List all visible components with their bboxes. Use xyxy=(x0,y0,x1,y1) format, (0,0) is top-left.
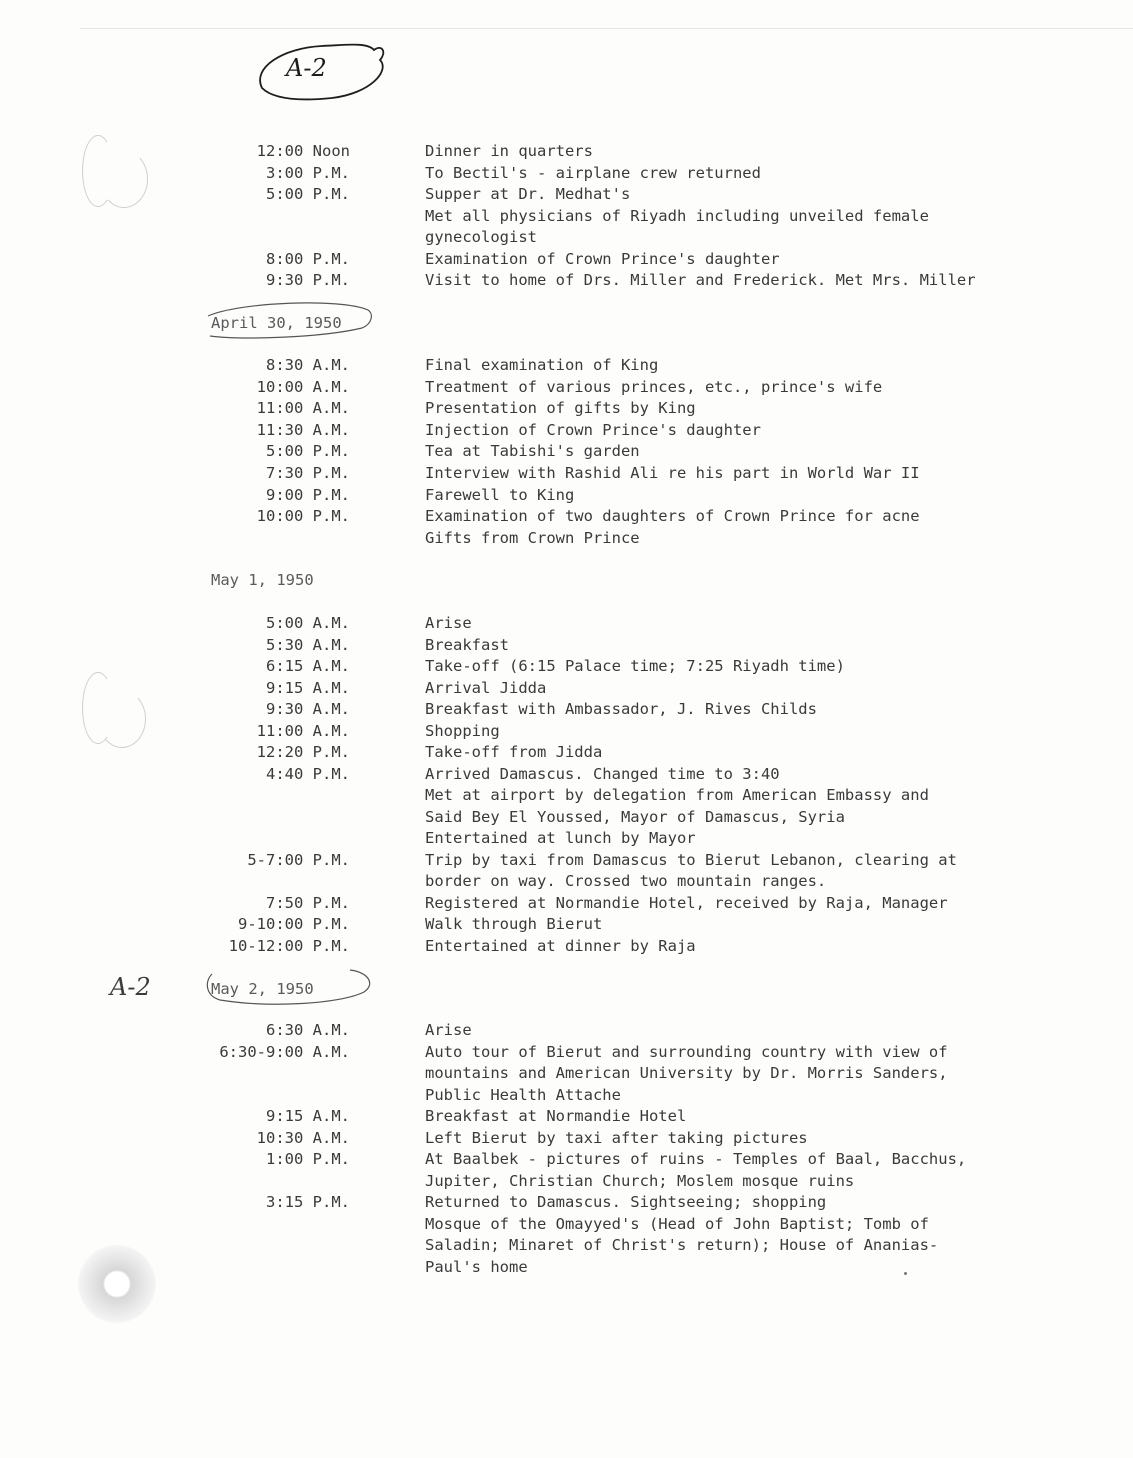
entry-description: Final examination of King xyxy=(425,356,659,374)
entry-description: Arise xyxy=(425,614,472,632)
entry-time: 6:30-9:00 A.M. xyxy=(219,1042,350,1061)
entry-description: Arrived Damascus. Changed time to 3:40 xyxy=(425,764,780,783)
entry-time: 8:30 A.M. xyxy=(266,356,350,374)
punch-hole-top-shadow xyxy=(100,150,148,208)
punch-hole-middle-shadow xyxy=(98,690,146,748)
entry-description: Met at airport by delegation from American Embassy and xyxy=(425,786,929,804)
entry-description: Walk through Bierut xyxy=(425,915,603,933)
entry-time: 10-12:00 P.M. xyxy=(228,936,350,955)
entry-description: Examination of two daughters of Crown Prince for acne xyxy=(425,507,920,526)
entry-description: Left Bierut by taxi after taking pictures xyxy=(425,1128,808,1147)
entry-time: 11:30 A.M. xyxy=(256,420,350,439)
entry-time: 12:20 P.M. xyxy=(256,743,350,761)
entry-time: 9:30 P.M. xyxy=(266,271,350,289)
entry-description: Arise xyxy=(425,1021,472,1039)
entry-description: Registered at Normandie Hotel, received by Raja, Manager xyxy=(425,893,948,912)
entry-description: Paul's home xyxy=(425,1257,528,1276)
entry-description: Gifts from Crown Prince xyxy=(425,528,640,547)
entry-description: Breakfast at Normandie Hotel xyxy=(425,1107,687,1125)
entry-description: Presentation of gifts by King xyxy=(425,399,696,418)
entry-description: Breakfast xyxy=(425,635,509,654)
entry-time: 10:30 A.M. xyxy=(256,1128,350,1147)
entry-description: Shopping xyxy=(425,721,500,740)
entry-description: Met all physicians of Riyadh including unveiled female xyxy=(425,206,929,225)
date-heading-may-2: May 2, 1950 xyxy=(211,980,314,998)
entry-time: 1:00 P.M. xyxy=(266,1150,350,1168)
entry-description: Visit to home of Drs. Miller and Frederick. Met Mrs. Miller xyxy=(425,271,976,289)
entry-time: 10:00 A.M. xyxy=(256,377,350,396)
entry-description: Jupiter, Christian Church; Moslem mosque ruins xyxy=(425,1171,855,1190)
page-mark-text: A-2 xyxy=(286,54,327,82)
entry-description: Treatment of various princes, etc., prince's wife xyxy=(425,377,883,396)
entry-description: Entertained at lunch by Mayor xyxy=(425,829,696,847)
entry-time: 5:00 P.M. xyxy=(266,185,350,203)
entry-time: 9:30 A.M. xyxy=(266,700,350,718)
entry-description: Farewell to King xyxy=(425,485,575,504)
date-heading-april-30: April 30, 1950 xyxy=(211,314,342,332)
entry-time: 5:00 P.M. xyxy=(266,442,350,461)
entry-description: Entertained at dinner by Raja xyxy=(425,936,696,955)
stray-ink-dot xyxy=(904,1272,907,1275)
entry-description: Take-off (6:15 Palace time; 7:25 Riyadh time) xyxy=(425,657,845,675)
entry-description: Trip by taxi from Damascus to Bierut Lebanon, clearing at xyxy=(425,850,957,869)
entry-description: At Baalbek - pictures of ruins - Temples of Baal, Bacchus, xyxy=(425,1150,967,1168)
entry-time: 7:30 P.M. xyxy=(266,464,350,482)
entry-time: 9-10:00 P.M. xyxy=(238,915,350,933)
entry-time: 6:30 A.M. xyxy=(266,1021,350,1039)
entry-time: 5:30 A.M. xyxy=(266,635,350,654)
entry-time: 4:40 P.M. xyxy=(266,764,350,783)
entry-description: Said Bey El Youssed, Mayor of Damascus, Syria xyxy=(425,807,845,826)
entry-description: Saladin; Minaret of Christ's return); House of Ananias- xyxy=(425,1236,939,1254)
date-heading-may-1: May 1, 1950 xyxy=(211,571,314,589)
entry-time: 12:00 Noon xyxy=(256,142,350,160)
entry-description: Mosque of the Omayyed's (Head of John Baptist; Tomb of xyxy=(425,1214,929,1233)
entry-description: Auto tour of Bierut and surrounding country with view of xyxy=(425,1042,948,1061)
entry-description: Tea at Tabishi's garden xyxy=(425,442,640,461)
entry-description: Supper at Dr. Medhat's xyxy=(425,185,631,203)
entry-time: 3:00 P.M. xyxy=(266,163,350,182)
entry-description: Arrival Jidda xyxy=(425,678,547,697)
entry-description: Dinner in quarters xyxy=(425,142,593,160)
entry-time: 9:15 A.M. xyxy=(266,678,350,697)
entry-time: 11:00 A.M. xyxy=(256,399,350,418)
entry-time: 11:00 A.M. xyxy=(256,721,350,740)
entry-description: Interview with Rashid Ali re his part in World War II xyxy=(425,464,920,482)
entry-description: Examination of Crown Prince's daughter xyxy=(425,249,780,268)
page-top-edge xyxy=(80,28,1133,29)
entry-time: 10:00 P.M. xyxy=(256,507,350,526)
margin-page-mark: A-2 xyxy=(110,973,151,1001)
entry-time: 3:15 P.M. xyxy=(266,1193,350,1211)
entry-time: 7:50 P.M. xyxy=(266,893,350,912)
entry-time: 5:00 A.M. xyxy=(266,614,350,632)
entry-time: 9:00 P.M. xyxy=(266,485,350,504)
entry-time: 8:00 P.M. xyxy=(266,249,350,268)
entry-time: 6:15 A.M. xyxy=(266,657,350,675)
entry-time: 5-7:00 P.M. xyxy=(247,850,350,869)
circled-page-mark xyxy=(252,38,392,104)
entry-description: To Bectil's - airplane crew returned xyxy=(425,163,761,182)
entry-description: mountains and American University by Dr. Morris Sanders, xyxy=(425,1064,948,1082)
entry-description: gynecologist xyxy=(425,228,537,246)
entry-description: Take-off from Jidda xyxy=(425,743,603,761)
entry-description: Breakfast with Ambassador, J. Rives Childs xyxy=(425,700,817,718)
punch-hole-bottom xyxy=(78,1245,156,1323)
entry-description: Injection of Crown Prince's daughter xyxy=(425,420,761,439)
entry-description: Public Health Attache xyxy=(425,1085,621,1104)
entry-time: 9:15 A.M. xyxy=(266,1107,350,1125)
entry-description: border on way. Crossed two mountain ranges. xyxy=(425,872,827,890)
entry-description: Returned to Damascus. Sightseeing; shopping xyxy=(425,1193,827,1211)
